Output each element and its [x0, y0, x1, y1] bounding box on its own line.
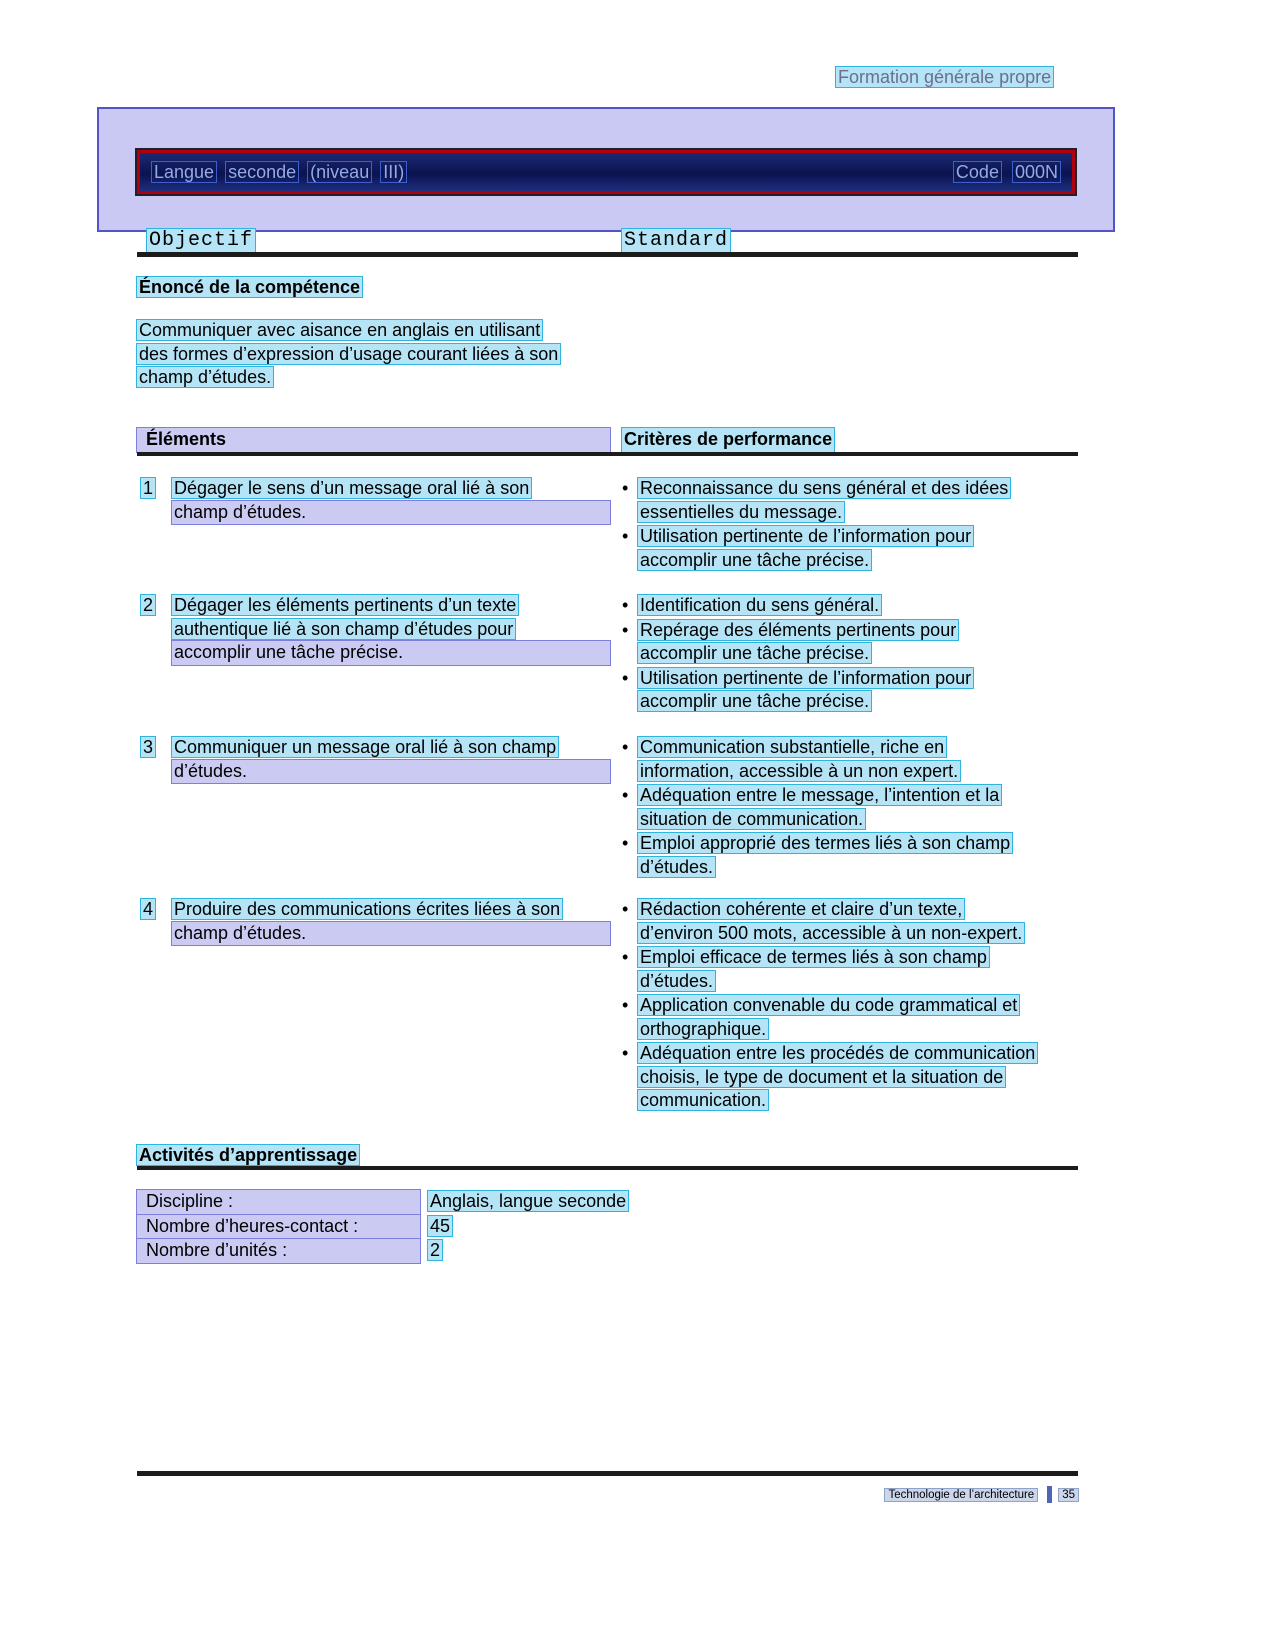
element-number: 1	[143, 478, 154, 498]
info-value: 45	[430, 1215, 451, 1236]
bullet-icon: •	[622, 595, 629, 615]
course-title-word: III)	[383, 161, 405, 182]
element-text-line: d’études.	[172, 760, 610, 784]
element-text-line: champ d’études.	[172, 922, 610, 946]
criterion-line: essentielles du message.	[640, 501, 843, 522]
footer-separator-bar	[1047, 1486, 1052, 1503]
column-heading-objectif: Objectif	[149, 229, 254, 252]
page-footer	[137, 1486, 1078, 1503]
element-row	[137, 594, 1078, 715]
element-text-line: authentique lié à son champ d’études pour	[174, 618, 514, 639]
criterion-item	[620, 994, 1078, 1041]
bullet-icon: •	[622, 995, 629, 1015]
activites-heading: Activités d’apprentissage	[139, 1145, 358, 1165]
competence-section	[137, 276, 1078, 300]
bullet-icon: •	[622, 785, 629, 805]
criterion-item	[620, 1042, 1078, 1113]
corner-label-text: Formation générale propre	[838, 67, 1052, 87]
criterion-line: accomplir une tâche précise.	[640, 691, 870, 711]
criterion-line: Utilisation pertinente de l’information pour	[640, 526, 972, 546]
competence-text-line: des formes d’expression d’usage courant liées à son	[139, 343, 559, 364]
criterion-line: Communication substantielle, riche en	[640, 737, 945, 757]
page-number: 35	[1059, 1489, 1078, 1501]
bullet-icon: •	[622, 737, 629, 757]
course-title-bar	[137, 150, 1075, 194]
criterion-item	[620, 946, 1078, 993]
info-label: Nombre d’unités :	[137, 1239, 420, 1263]
bullet-icon: •	[622, 619, 629, 640]
competence-text	[137, 319, 1078, 390]
element-criteria	[620, 594, 1078, 715]
criterion-line: d’environ 500 mots, accessible à un non-expert.	[640, 922, 1023, 943]
criterion-item	[620, 477, 1078, 524]
course-title	[152, 162, 411, 183]
element-text-line: Communiquer un message oral lié à son champ	[174, 737, 557, 757]
elements-heading: Éléments	[137, 428, 610, 452]
bullet-icon: •	[622, 526, 629, 546]
criterion-item	[620, 619, 1078, 666]
criterion-item	[620, 784, 1078, 831]
info-value: Anglais, langue seconde	[430, 1191, 627, 1211]
element-text-line: champ d’études.	[172, 501, 610, 525]
course-code-label: Code	[955, 161, 999, 182]
element-left	[137, 898, 610, 1114]
criterion-line: choisis, le type de document et la situation de	[640, 1066, 1004, 1087]
info-label: Nombre d’heures-contact :	[137, 1215, 420, 1239]
bullet-icon: •	[622, 833, 629, 853]
course-code-value: 000N	[1014, 161, 1058, 182]
criterion-item	[620, 898, 1078, 945]
criterion-line: Emploi efficace de termes liés à son champ	[640, 947, 987, 967]
element-criteria	[620, 477, 1078, 573]
element-text-line: Produire des communications écrites liées à son	[174, 899, 561, 919]
criterion-item	[620, 736, 1078, 783]
competence-heading: Énoncé de la compétence	[139, 277, 361, 297]
info-value: 2	[430, 1240, 441, 1260]
criterion-line: Emploi approprié des termes liés à son champ	[640, 833, 1011, 853]
criterion-line: communication.	[640, 1090, 767, 1110]
criterion-line: d’études.	[640, 970, 714, 991]
criterion-line: situation de communication.	[640, 808, 864, 829]
element-row	[137, 898, 1078, 1114]
course-title-word: (niveau	[310, 161, 370, 182]
element-text-line: Dégager le sens d’un message oral lié à son	[174, 478, 530, 498]
criterion-item	[620, 594, 1078, 618]
footer-program: Technologie de l’architecture	[885, 1489, 1037, 1501]
element-number: 3	[143, 737, 154, 757]
criterion-line: Application convenable du code grammatical et	[640, 995, 1018, 1015]
element-text-line: Dégager les éléments pertinents d’un texte	[174, 595, 517, 615]
criterion-line: Utilisation pertinente de l’information pour	[640, 667, 972, 688]
column-heading-standard: Standard	[624, 229, 729, 252]
element-left	[137, 736, 610, 880]
element-number: 2	[143, 595, 154, 615]
criteres-heading: Critères de performance	[622, 428, 834, 452]
criterion-line: accomplir une tâche précise.	[640, 643, 870, 663]
criterion-line: Reconnaissance du sens général et des idées	[640, 478, 1009, 498]
criterion-line: information, accessible à un non expert.	[640, 760, 959, 781]
element-criteria	[620, 898, 1078, 1114]
activites-section	[137, 1144, 1078, 1168]
course-title-word: seconde	[228, 161, 297, 182]
bullet-icon: •	[622, 667, 629, 688]
criterion-item	[620, 667, 1078, 714]
element-row	[137, 477, 1078, 573]
criterion-line: Rédaction cohérente et claire d’un texte,	[640, 899, 963, 919]
course-panel	[97, 107, 1115, 232]
criterion-line: orthographique.	[640, 1018, 767, 1039]
competence-text-line: champ d’études.	[139, 367, 272, 387]
course-title-word: Langue	[154, 161, 215, 182]
info-row	[137, 1239, 1078, 1264]
elements-header-row	[137, 428, 1078, 452]
element-left	[137, 594, 610, 715]
footer-divider	[137, 1471, 1078, 1476]
bullet-icon: •	[622, 1043, 629, 1063]
criterion-line: Adéquation entre le message, l’intention et la	[640, 785, 1000, 805]
element-criteria	[620, 736, 1078, 880]
element-left	[137, 477, 610, 573]
element-number: 4	[143, 899, 154, 919]
bullet-icon: •	[622, 947, 629, 967]
bullet-icon: •	[622, 899, 629, 919]
criterion-line: Adéquation entre les procédés de communication	[640, 1043, 1036, 1063]
competence-text-line: Communiquer avec aisance en anglais en utilisant	[139, 320, 541, 340]
criterion-line: Repérage des éléments pertinents pour	[640, 619, 957, 640]
info-row	[137, 1215, 1078, 1240]
corner-label	[836, 66, 1053, 89]
course-code	[947, 162, 1060, 183]
info-label: Discipline :	[137, 1190, 420, 1214]
section-divider	[137, 452, 1078, 456]
bullet-icon: •	[622, 478, 629, 498]
criterion-line: Identification du sens général.	[640, 595, 880, 615]
criterion-line: accomplir une tâche précise.	[640, 549, 870, 570]
criterion-line: d’études.	[640, 856, 714, 877]
element-row	[137, 736, 1078, 880]
info-row	[137, 1190, 1078, 1215]
criterion-item	[620, 832, 1078, 879]
section-divider	[137, 1166, 1078, 1170]
section-divider	[137, 252, 1078, 257]
activites-info	[137, 1190, 1078, 1264]
criterion-item	[620, 525, 1078, 572]
element-text-line: accomplir une tâche précise.	[172, 641, 610, 665]
